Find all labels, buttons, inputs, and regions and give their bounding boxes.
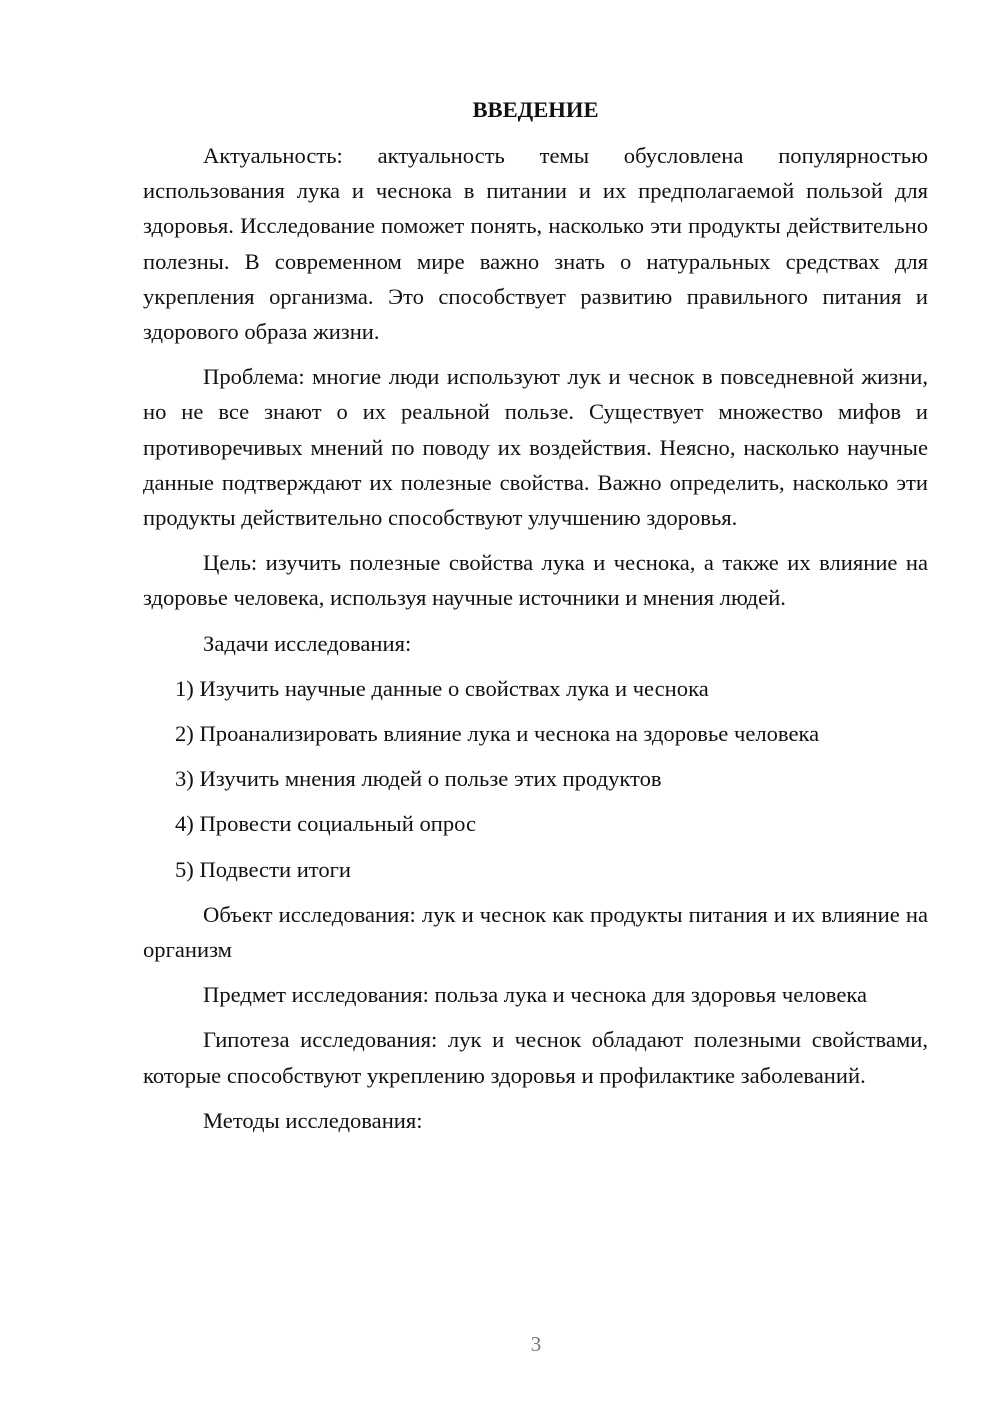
page-title: ВВЕДЕНИЕ [472,97,599,122]
tasks-heading: Задачи исследования: [203,630,412,656]
page-number [0,1332,1000,1357]
list-item: 3) Изучить мнения людей о пользе этих продуктов [175,766,662,792]
methods-heading: Методы исследования: [203,1107,423,1133]
paragraph-subject: Предмет исследования: польза лука и чеснока для здоровья человека [203,982,868,1008]
paragraph-relevance: Актуальность: актуальность темы обусловлена популярностью использования лука и чеснока в питании и их предполагаемой пользой для здоровья. Исследование поможет понять, насколько эти продукты действительно полезны. В современном мире важно знать о натуральных средствах для укрепления организма. Это способствует развитию правильного питания и здорового образа жизни. [143,143,928,345]
paragraph-object: Объект исследования: лук и чеснок как продукты питания и их влияние на организм [143,901,928,963]
paragraph-problem: Проблема: многие люди используют лук и чеснок в повседневной жизни, но не все знают о их реальной пользе. Существует множество мифов и противоречивых мнений по поводу их воздействия. Неясно, насколько научные данные подтверждают их полезные свойства. Важно определить, насколько эти продукты действительно способствуют улучшению здоровья. [143,364,928,531]
list-item: 4) Провести социальный опрос [175,811,477,837]
list-item: 2) Проанализировать влияние лука и чеснока на здоровье человека [175,721,820,747]
document-body [143,94,928,1148]
page-number-text: 3 [530,1332,542,1356]
paragraph-goal: Цель: изучить полезные свойства лука и чеснока, а также их влияние на здоровье человека, используя научные источники и мнения людей. [143,550,928,611]
list-item: 5) Подвести итоги [175,856,352,882]
list-item: 1) Изучить научные данные о свойствах лука и чеснока [175,675,709,701]
tasks-list [143,671,928,887]
paragraph-hypothesis: Гипотеза исследования: лук и чеснок обладают полезными свойствами, которые способствуют укреплению здоровья и профилактике заболеваний. [143,1027,928,1088]
